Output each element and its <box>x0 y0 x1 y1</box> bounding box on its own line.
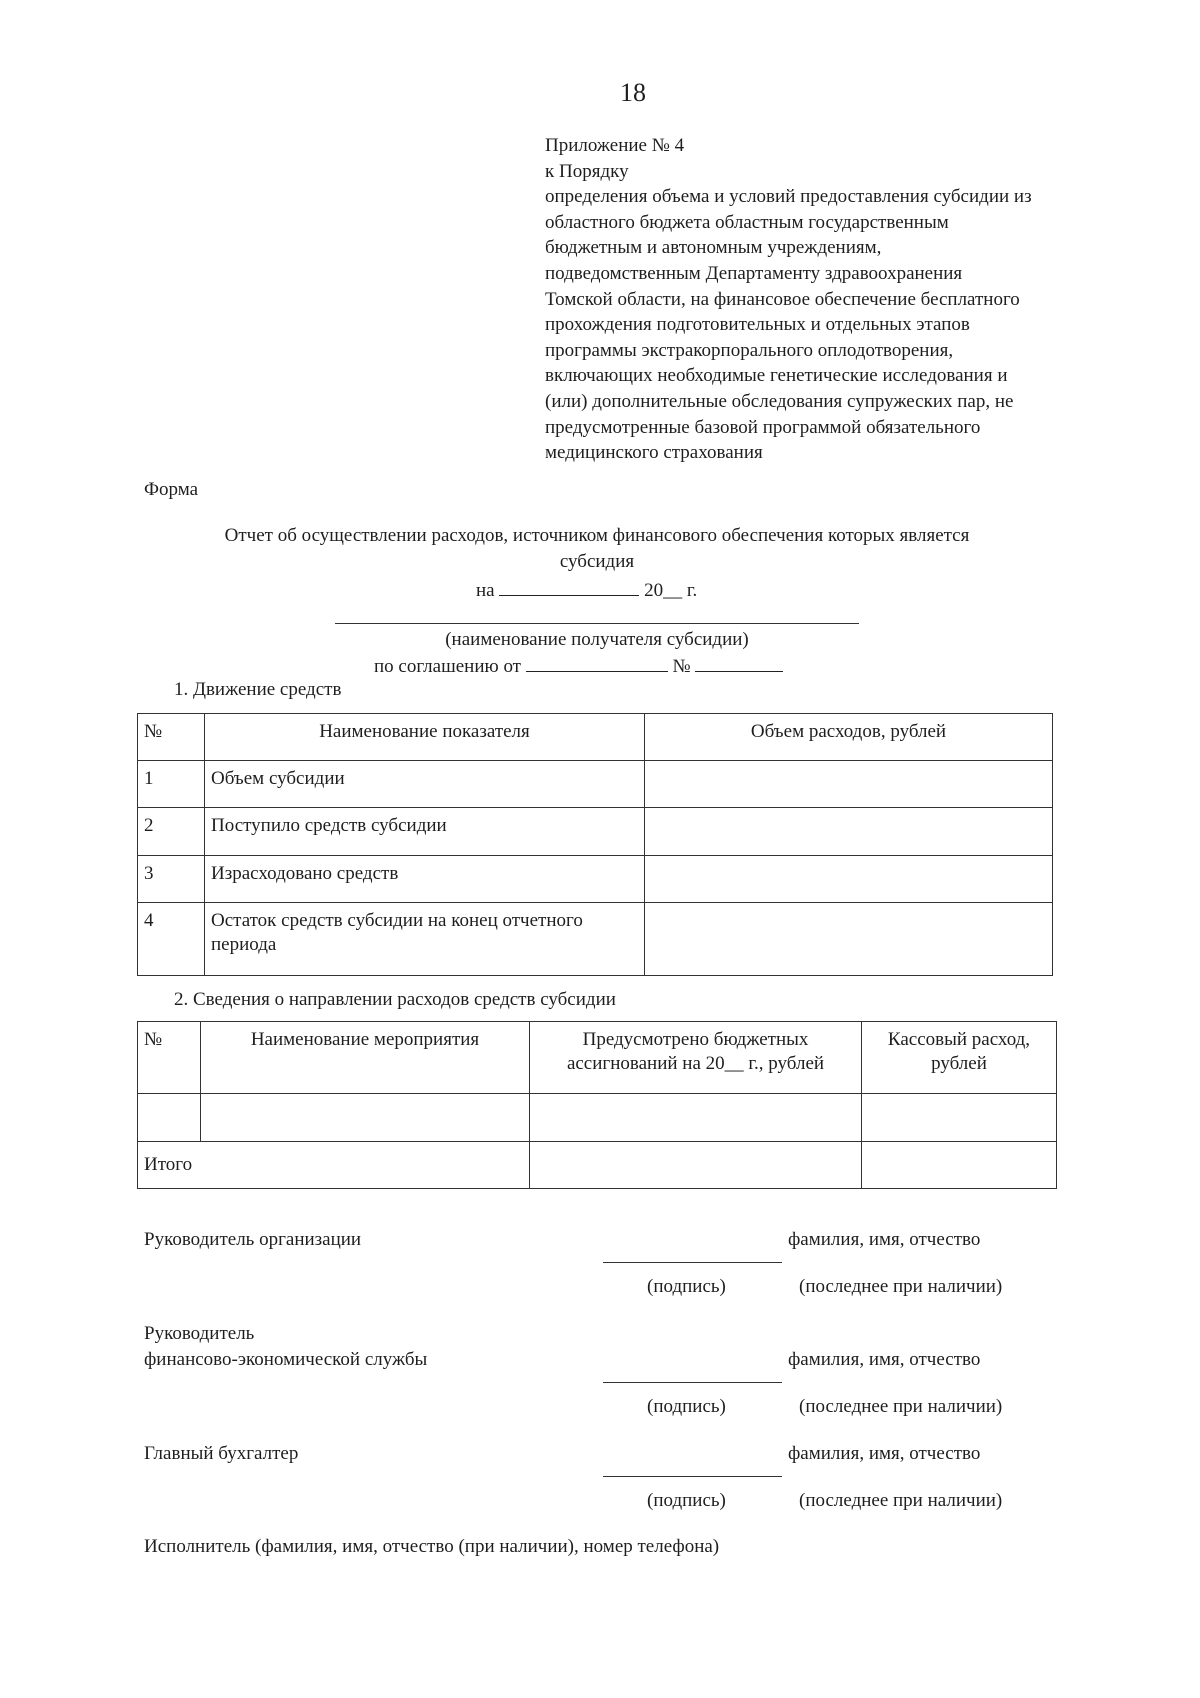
header-num: № <box>138 1022 201 1094</box>
appendix-line: к Порядку <box>545 160 629 182</box>
section2-title: 2. Сведения о направлении расходов средств субсидии <box>174 989 616 1010</box>
funds-movement-table <box>137 713 1053 976</box>
agreement-prefix: по соглашению от <box>374 656 521 677</box>
signature-role-line2: финансово-экономической службы <box>144 1349 428 1370</box>
signature-caption: (подпись) <box>647 1490 726 1511</box>
row-value[interactable] <box>645 761 1053 808</box>
row-name: Поступило средств субсидии <box>205 808 645 856</box>
header-num: № <box>138 714 205 761</box>
signature-role: Руководитель <box>144 1323 255 1344</box>
appendix-line: Томской области, на финансовое обеспечение бесплатного <box>545 288 1020 310</box>
expense-directions-table <box>137 1021 1057 1189</box>
signature-line[interactable] <box>603 1382 782 1383</box>
header-planned: Предусмотрено бюджетных ассигнований на 20__ г., рублей <box>530 1022 862 1094</box>
table-row <box>138 903 1053 976</box>
appendix-line: подведомственным Департаменту здравоохранения <box>545 262 963 284</box>
total-row <box>138 1142 1057 1189</box>
header-amount: Объем расходов, рублей <box>645 714 1053 761</box>
row-num: 3 <box>138 856 205 903</box>
signature-name-label: фамилия, имя, отчество <box>788 1349 981 1370</box>
appendix-block <box>545 133 1032 466</box>
cell-num[interactable] <box>138 1094 201 1142</box>
signature-line[interactable] <box>603 1476 782 1477</box>
appendix-line: определения объема и условий предоставления субсидии из <box>545 186 1032 208</box>
table-row <box>138 808 1053 856</box>
report-title: Отчет об осуществлении расходов, источником финансового обеспечения которых является <box>224 525 970 546</box>
row-value[interactable] <box>645 808 1053 856</box>
appendix-line: медицинского страхования <box>545 442 763 464</box>
table-header-row <box>138 1022 1057 1094</box>
report-title-line2: субсидия <box>559 551 635 572</box>
cell-activity[interactable] <box>201 1094 530 1142</box>
table-row <box>138 1094 1057 1142</box>
signature-role: Главный бухгалтер <box>144 1443 299 1464</box>
appendix-line: бюджетным и автономным учреждениям, <box>545 237 882 259</box>
appendix-line: (или) дополнительные обследования супружеских пар, не <box>545 390 1014 412</box>
name-caption: (последнее при наличии) <box>799 1396 1003 1417</box>
row-num: 1 <box>138 761 205 808</box>
name-caption: (последнее при наличии) <box>799 1490 1003 1511</box>
table-row <box>138 856 1053 903</box>
date-year: 20__ г. <box>644 580 698 601</box>
signature-caption: (подпись) <box>647 1276 726 1297</box>
total-planned[interactable] <box>530 1142 862 1189</box>
recipient-caption: (наименование получателя субсидии) <box>445 629 749 650</box>
cell-planned[interactable] <box>530 1094 862 1142</box>
agreement-line <box>374 653 783 679</box>
header-activity: Наименование мероприятия <box>201 1022 530 1094</box>
appendix-line: предусмотренные базовой программой обязательного <box>545 416 981 438</box>
signature-caption: (подпись) <box>647 1396 726 1417</box>
appendix-line: программы экстракорпорального оплодотворения, <box>545 339 954 361</box>
header-cash: Кассовый расход, рублей <box>862 1022 1057 1094</box>
cell-cash[interactable] <box>862 1094 1057 1142</box>
signature-line[interactable] <box>603 1262 782 1263</box>
row-value[interactable] <box>645 903 1053 976</box>
appendix-line: Приложение № 4 <box>545 135 685 156</box>
table-row <box>138 761 1053 808</box>
header-name: Наименование показателя <box>205 714 645 761</box>
executor-line: Исполнитель (фамилия, имя, отчество (при наличии), номер телефона) <box>144 1536 720 1557</box>
report-date <box>476 577 697 603</box>
row-name: Остаток средств субсидии на конец отчетного периода <box>205 903 645 976</box>
form-label: Форма <box>144 479 199 500</box>
signature-name-label: фамилия, имя, отчество <box>788 1229 981 1250</box>
signature-name-label: фамилия, имя, отчество <box>788 1443 981 1464</box>
signature-role: Руководитель организации <box>144 1229 362 1250</box>
row-num: 4 <box>138 903 205 976</box>
name-caption: (последнее при наличии) <box>799 1276 1003 1297</box>
appendix-line: включающих необходимые генетические исследования и <box>545 365 1008 387</box>
table-header-row <box>138 714 1053 761</box>
row-value[interactable] <box>645 856 1053 903</box>
total-cash[interactable] <box>862 1142 1057 1189</box>
date-prefix: на <box>476 580 495 601</box>
date-blank[interactable] <box>499 577 639 596</box>
row-name: Объем субсидии <box>205 761 645 808</box>
recipient-line[interactable] <box>335 623 859 624</box>
agreement-date-blank[interactable] <box>526 653 668 672</box>
row-name: Израсходовано средств <box>205 856 645 903</box>
agreement-number-label: № <box>672 656 691 677</box>
row-num: 2 <box>138 808 205 856</box>
page-number: 18 <box>620 78 646 107</box>
appendix-line: областного бюджета областным государственным <box>545 211 949 233</box>
appendix-line: прохождения подготовительных и отдельных этапов <box>545 314 970 336</box>
section1-title: 1. Движение средств <box>174 679 342 700</box>
total-label: Итого <box>138 1142 530 1189</box>
agreement-number-blank[interactable] <box>695 653 783 672</box>
